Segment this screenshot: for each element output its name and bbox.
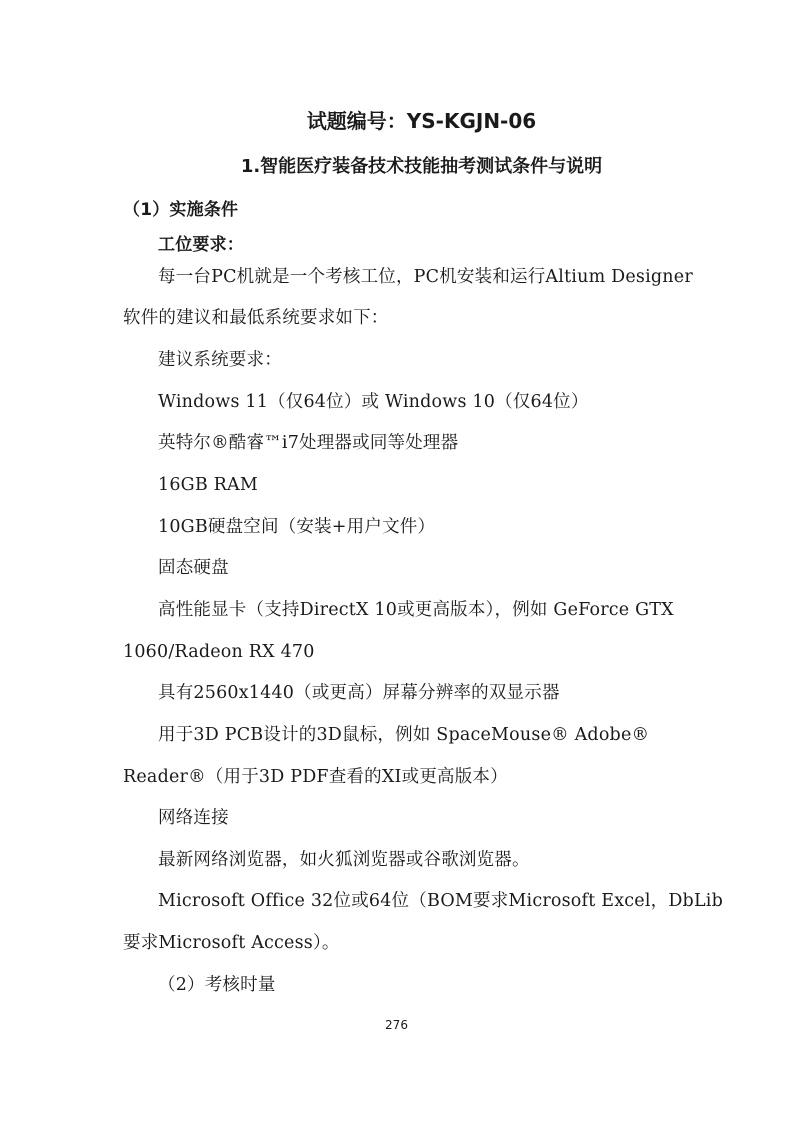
requirement-ram: 16GB RAM xyxy=(158,475,259,495)
requirement-ssd: 固态硬盘 xyxy=(158,558,229,578)
requirement-mouse: 用于3D PCB设计的3D鼠标，例如 SpaceMouse® Adobe® xyxy=(158,725,650,745)
paragraph-line: 软件的建议和最低系统要求如下： xyxy=(123,308,389,328)
requirement-display: 具有2560x1440（或更高）屏幕分辨率的双显示器 xyxy=(158,683,560,703)
workstation-heading: 工位要求： xyxy=(158,235,244,255)
requirement-cpu: 英特尔®酷睿™i7处理器或同等处理器 xyxy=(158,433,459,453)
requirement-mouse-cont: Reader®（用于3D PDF查看的XI或更高版本） xyxy=(123,767,508,787)
requirement-disk: 10GB硬盘空间（安装+用户文件） xyxy=(158,517,436,537)
requirement-browser: 最新网络浏览器，如火狐浏览器或谷歌浏览器。 xyxy=(158,850,530,870)
requirement-network: 网络连接 xyxy=(158,808,229,828)
requirement-gpu-cont: 1060/Radeon RX 470 xyxy=(123,642,315,662)
section-heading-duration: （2）考核时量 xyxy=(158,975,276,995)
page-number: 276 xyxy=(385,1018,408,1032)
document-subtitle: 1.智能医疗装备技术技能抽考测试条件与说明 xyxy=(240,156,603,177)
recommended-heading: 建议系统要求： xyxy=(158,350,282,370)
requirement-office: Microsoft Office 32位或64位（BOM要求Microsoft Excel，DbLib xyxy=(158,891,723,911)
requirement-gpu: 高性能显卡（支持DirectX 10或更高版本），例如 GeForce GTX xyxy=(158,600,674,620)
section-heading-conditions: （1）实施条件 xyxy=(123,200,239,220)
document-title: 试题编号：YS-KGJN-06 xyxy=(306,109,537,133)
paragraph-line: 每一台PC机就是一个考核工位，PC机安装和运行Altium Designer xyxy=(158,267,693,287)
requirement-os: Windows 11（仅64位）或 Windows 10（仅64位） xyxy=(158,392,589,412)
requirement-office-cont: 要求Microsoft Access）。 xyxy=(123,933,340,953)
